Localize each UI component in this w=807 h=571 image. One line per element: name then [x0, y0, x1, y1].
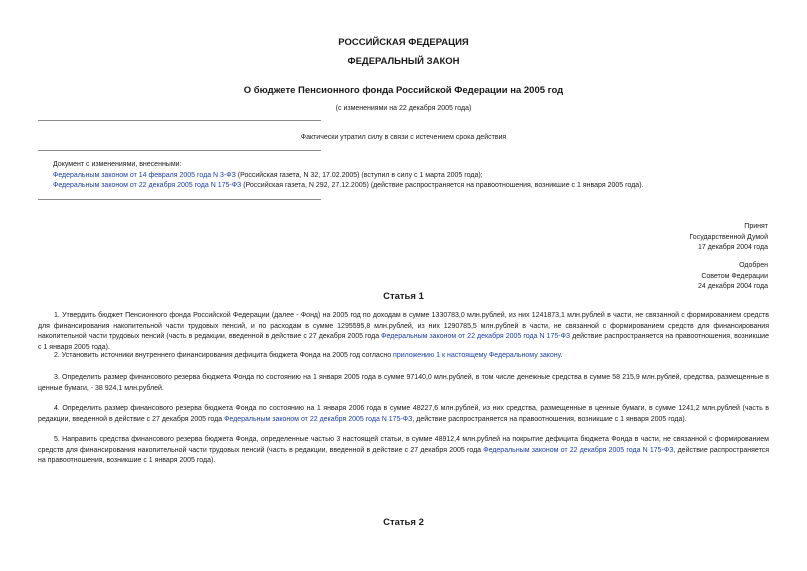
changes-block — [53, 160, 793, 192]
change-item: Федеральным законом от 22 декабря 2005 года N 175-ФЗ (Российская газета, N 292, 27.12.2005) (действие распространяется на правоотношения, возникшие с 1 января 2005 года). — [53, 182, 644, 189]
article-1-paragraph-1: 1. Утвердить бюджет Пенсионного фонда Российской Федерации (далее - Фонд) на 2005 год по доходам в сумме 1330783,0 млн.рублей, из них 1241873,1 млн.рублей в части, не связанной с формированием средств для финансирования накопительной части трудовых пенсий, и по расходам в сумме 1295595,8 млн.рублей, из них 1290785,5 млн.рублей в части, не связанной с формированием средств для финансирования накопительной части трудовых пенсий (часть в редакции, введенной в действие с 27 декабря 2005 года Федеральным законом от 22 декабря 2005 года N 175-ФЗ действие распространяется на правоотношения, возникшие с 1 января 2005 года). — [38, 312, 769, 351]
amended-note: (с изменениями на 22 декабря 2005 года) — [335, 105, 472, 112]
amendment-link[interactable]: Федеральным законом от 22 декабря 2005 года N 175-ФЗ — [381, 333, 571, 340]
appendix-link[interactable]: приложению 1 к настоящему Федеральному закону — [393, 352, 561, 359]
law-title: О бюджете Пенсионного фонда Российской Федерации на 2005 год — [243, 85, 564, 96]
divider — [38, 199, 321, 200]
law-type-heading: ФЕДЕРАЛЬНЫЙ ЗАКОН — [347, 56, 460, 67]
country-heading: РОССИЙСКАЯ ФЕДЕРАЦИЯ — [338, 37, 469, 48]
article-1-paragraph-4: 4. Определить размер финансового резерва бюджета Фонда по состоянию на 1 января 2006 года в сумме 48227,6 млн.рублей, из них средства, размещенные в ценные бумаги, в сумме 1241,2 млн.рублей (часть в редакции, введенной в действие с 27 декабря 2005 года Федеральным законом от 22 декабря 2005 года N 175-ФЗ, действие распространяется на правоотношения, возникшие с 1 января 2005 года). — [38, 405, 769, 423]
article-title: Статья 2 — [383, 517, 424, 528]
change-item: Федеральным законом от 14 февраля 2005 года N 3-ФЗ (Российская газета, N 32, 17.02.2005) (вступил в силу с 1 марта 2005 года); — [53, 171, 483, 179]
article-1-paragraph-3: 3. Определить размер финансового резерва бюджета Фонда по состоянию на 1 января 2005 года в сумме 97140,0 млн.рублей, в том числе денежные средства в сумме 58 215,9 млн.рублей, средства, размещенные в ценные бумаги, - 38 924,1 млн.рублей. — [38, 374, 769, 392]
amendment-link[interactable]: Федеральным законом от 22 декабря 2005 года N 175-ФЗ — [483, 446, 674, 454]
amendment-link[interactable]: Федеральным законом от 22 декабря 2005 года N 175-ФЗ — [53, 182, 242, 189]
divider — [38, 150, 321, 151]
divider — [38, 120, 321, 121]
article-title: Статья 1 — [383, 291, 424, 302]
article-1-paragraph-2: 2. Установить источники внутреннего финансирования дефицита бюджета Фонда на 2005 год согласно приложению 1 к настоящему Федеральному закону. — [54, 352, 563, 359]
adoption-duma: Принят Государственной Думой 17 декабря 2004 года — [689, 223, 768, 251]
article-1-paragraph-5: 5. Направить средства финансового резерва бюджета Фонда, определенные частью 3 настоящей статьи, в сумме 48912,4 млн.рублей на покрытие дефицита бюджета Фонда в части, не связанной с формированием средств для финансирования накопительной части трудовых пенсий (часть в редакции, введенной в действие с 27 декабря 2005 года Федеральным законом от 22 декабря 2005 года N 175-ФЗ, действие распространяется на правоотношения, возникшие с 1 января 2005 года). — [38, 436, 769, 464]
amendment-link[interactable]: Федеральным законом от 22 декабря 2005 года N 175-ФЗ — [224, 415, 413, 423]
adoption-council: Одобрен Советом Федерации 24 декабря 2004 года — [697, 262, 768, 290]
status-note: Фактически утратил силу в связи с истечением срока действия — [300, 134, 507, 141]
changes-intro: Документ с изменениями, внесенными: — [53, 161, 182, 168]
amendment-link[interactable]: Федеральным законом от 14 февраля 2005 года N 3-ФЗ — [53, 171, 236, 179]
